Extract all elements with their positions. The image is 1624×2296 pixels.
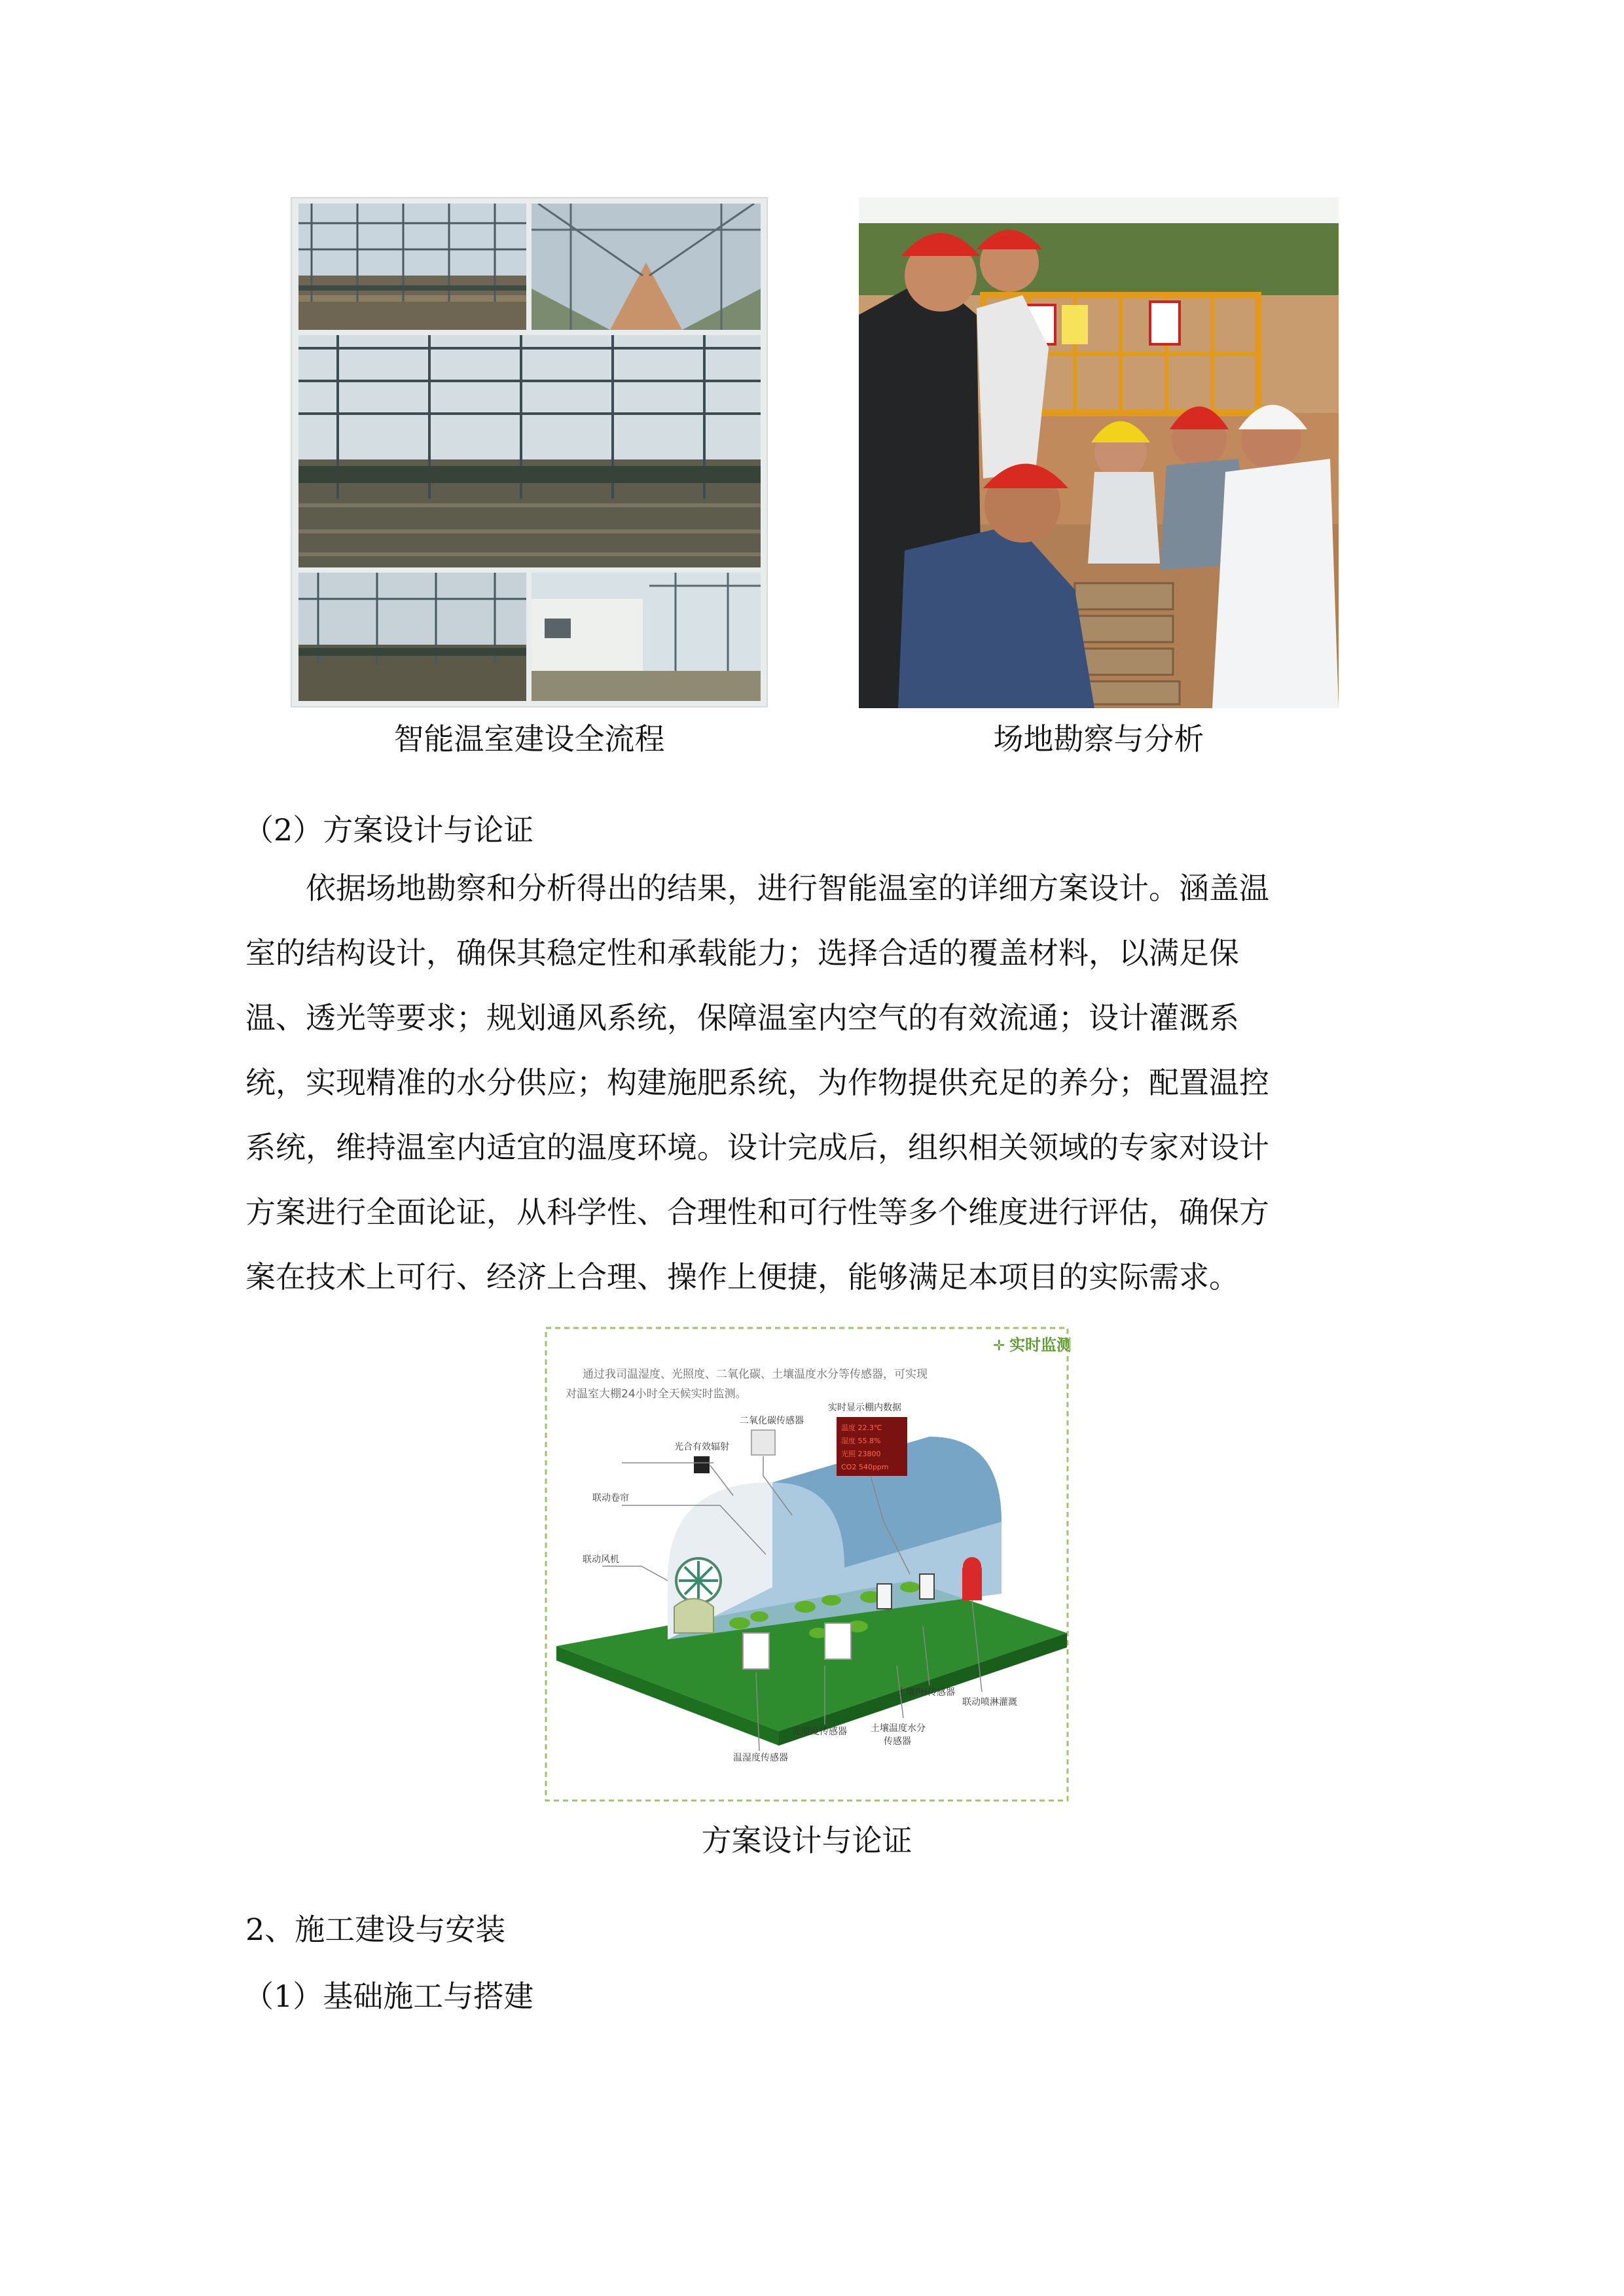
paragraph-line: 依据场地勘察和分析得出的结果，进行智能温室的详细方案设计。涵盖温 bbox=[306, 870, 1269, 906]
greenhouse-photo-2 bbox=[532, 204, 761, 330]
greenhouse-photo-4 bbox=[298, 573, 526, 701]
display-line: 光照 23800 bbox=[841, 1450, 881, 1458]
greenhouse-collage bbox=[291, 197, 768, 708]
fan-icon bbox=[679, 1561, 718, 1600]
label-soil-ph-sensor: 土壤PH传感器 bbox=[897, 1687, 955, 1698]
paragraph-line: 温、透光等要求；规划通风系统，保障温室内空气的有效流通；设计灌溉系 bbox=[245, 1000, 1239, 1035]
label-temp-humidity-sensor: 温湿度传感器 bbox=[733, 1753, 788, 1763]
section-heading-2-1: （1）基础施工与搭建 bbox=[244, 1979, 534, 2014]
no-entry-sign-icon bbox=[1150, 302, 1180, 344]
label-linked-sprinkler: 联动喷淋灌溉 bbox=[962, 1697, 1017, 1708]
site-survey-photo bbox=[859, 197, 1339, 708]
figure-caption-site-survey: 场地勘察与分析 bbox=[993, 721, 1204, 757]
greenhouse-photo-3 bbox=[298, 335, 761, 567]
section-heading-2: 2、施工建设与安装 bbox=[245, 1912, 506, 1947]
light-radiation-sensor-icon bbox=[694, 1456, 710, 1473]
figure-caption-greenhouse-process: 智能温室建设全流程 bbox=[393, 721, 665, 757]
safety-sign-icon bbox=[1062, 305, 1088, 344]
monitor-badge-icon: ✛ bbox=[993, 1338, 1005, 1354]
paragraph-line: 室的结构设计，确保其稳定性和承载能力；选择合适的覆盖材料，以满足保 bbox=[245, 935, 1239, 971]
monitoring-diagram bbox=[543, 1325, 1070, 1803]
label-linked-curtain: 联动卷帘 bbox=[592, 1493, 629, 1503]
monitor-badge: 实时监测 bbox=[1009, 1336, 1070, 1354]
section-paragraph-2-2 bbox=[245, 856, 1375, 1310]
section-heading-2-2: （2）方案设计与论证 bbox=[244, 812, 534, 848]
paragraph-line: 案在技术上可行、经济上合理、操作上便捷，能够满足本项目的实际需求。 bbox=[245, 1259, 1239, 1295]
label-light-radiation: 光合有效辐射 bbox=[674, 1442, 729, 1452]
paragraph-line: 方案进行全面论证，从科学性、合理性和可行性等多个维度进行评估，确保方 bbox=[245, 1194, 1269, 1230]
label-co2-sensor: 二氧化碳传感器 bbox=[740, 1416, 804, 1426]
paragraph-line: 统，实现精准的水分供应；构建施肥系统，为作物提供充足的养分；配置温控 bbox=[245, 1065, 1269, 1100]
label-soil-temp-moisture: 土壤温度水分 bbox=[871, 1723, 926, 1734]
greenhouse-photo-5 bbox=[532, 573, 761, 701]
label-soil-temp-moisture-2: 传感器 bbox=[884, 1736, 911, 1747]
label-realtime-display: 实时显示棚内数据 bbox=[828, 1403, 901, 1413]
greenhouse-photo-1 bbox=[298, 204, 526, 330]
display-line: 温度 22.3℃ bbox=[841, 1424, 882, 1432]
monitor-intro-line1: 通过我司温湿度、光照度、二氧化碳、土壤温度水分等传感器，可实现 bbox=[583, 1368, 928, 1381]
paragraph-line: 系统，维持温室内适宜的温度环境。设计完成后，组织相关领域的专家对设计 bbox=[245, 1130, 1269, 1165]
label-light-sensor: 光照度传感器 bbox=[792, 1727, 847, 1737]
display-line: 湿度 55.8% bbox=[841, 1437, 881, 1445]
label-linked-fan: 联动风机 bbox=[583, 1554, 619, 1565]
display-line: CO2 540ppm bbox=[841, 1463, 889, 1471]
monitor-intro-line2: 对温室大棚24小时全天候实时监测。 bbox=[566, 1388, 747, 1401]
figure-caption-monitoring: 方案设计与论证 bbox=[701, 1823, 912, 1858]
